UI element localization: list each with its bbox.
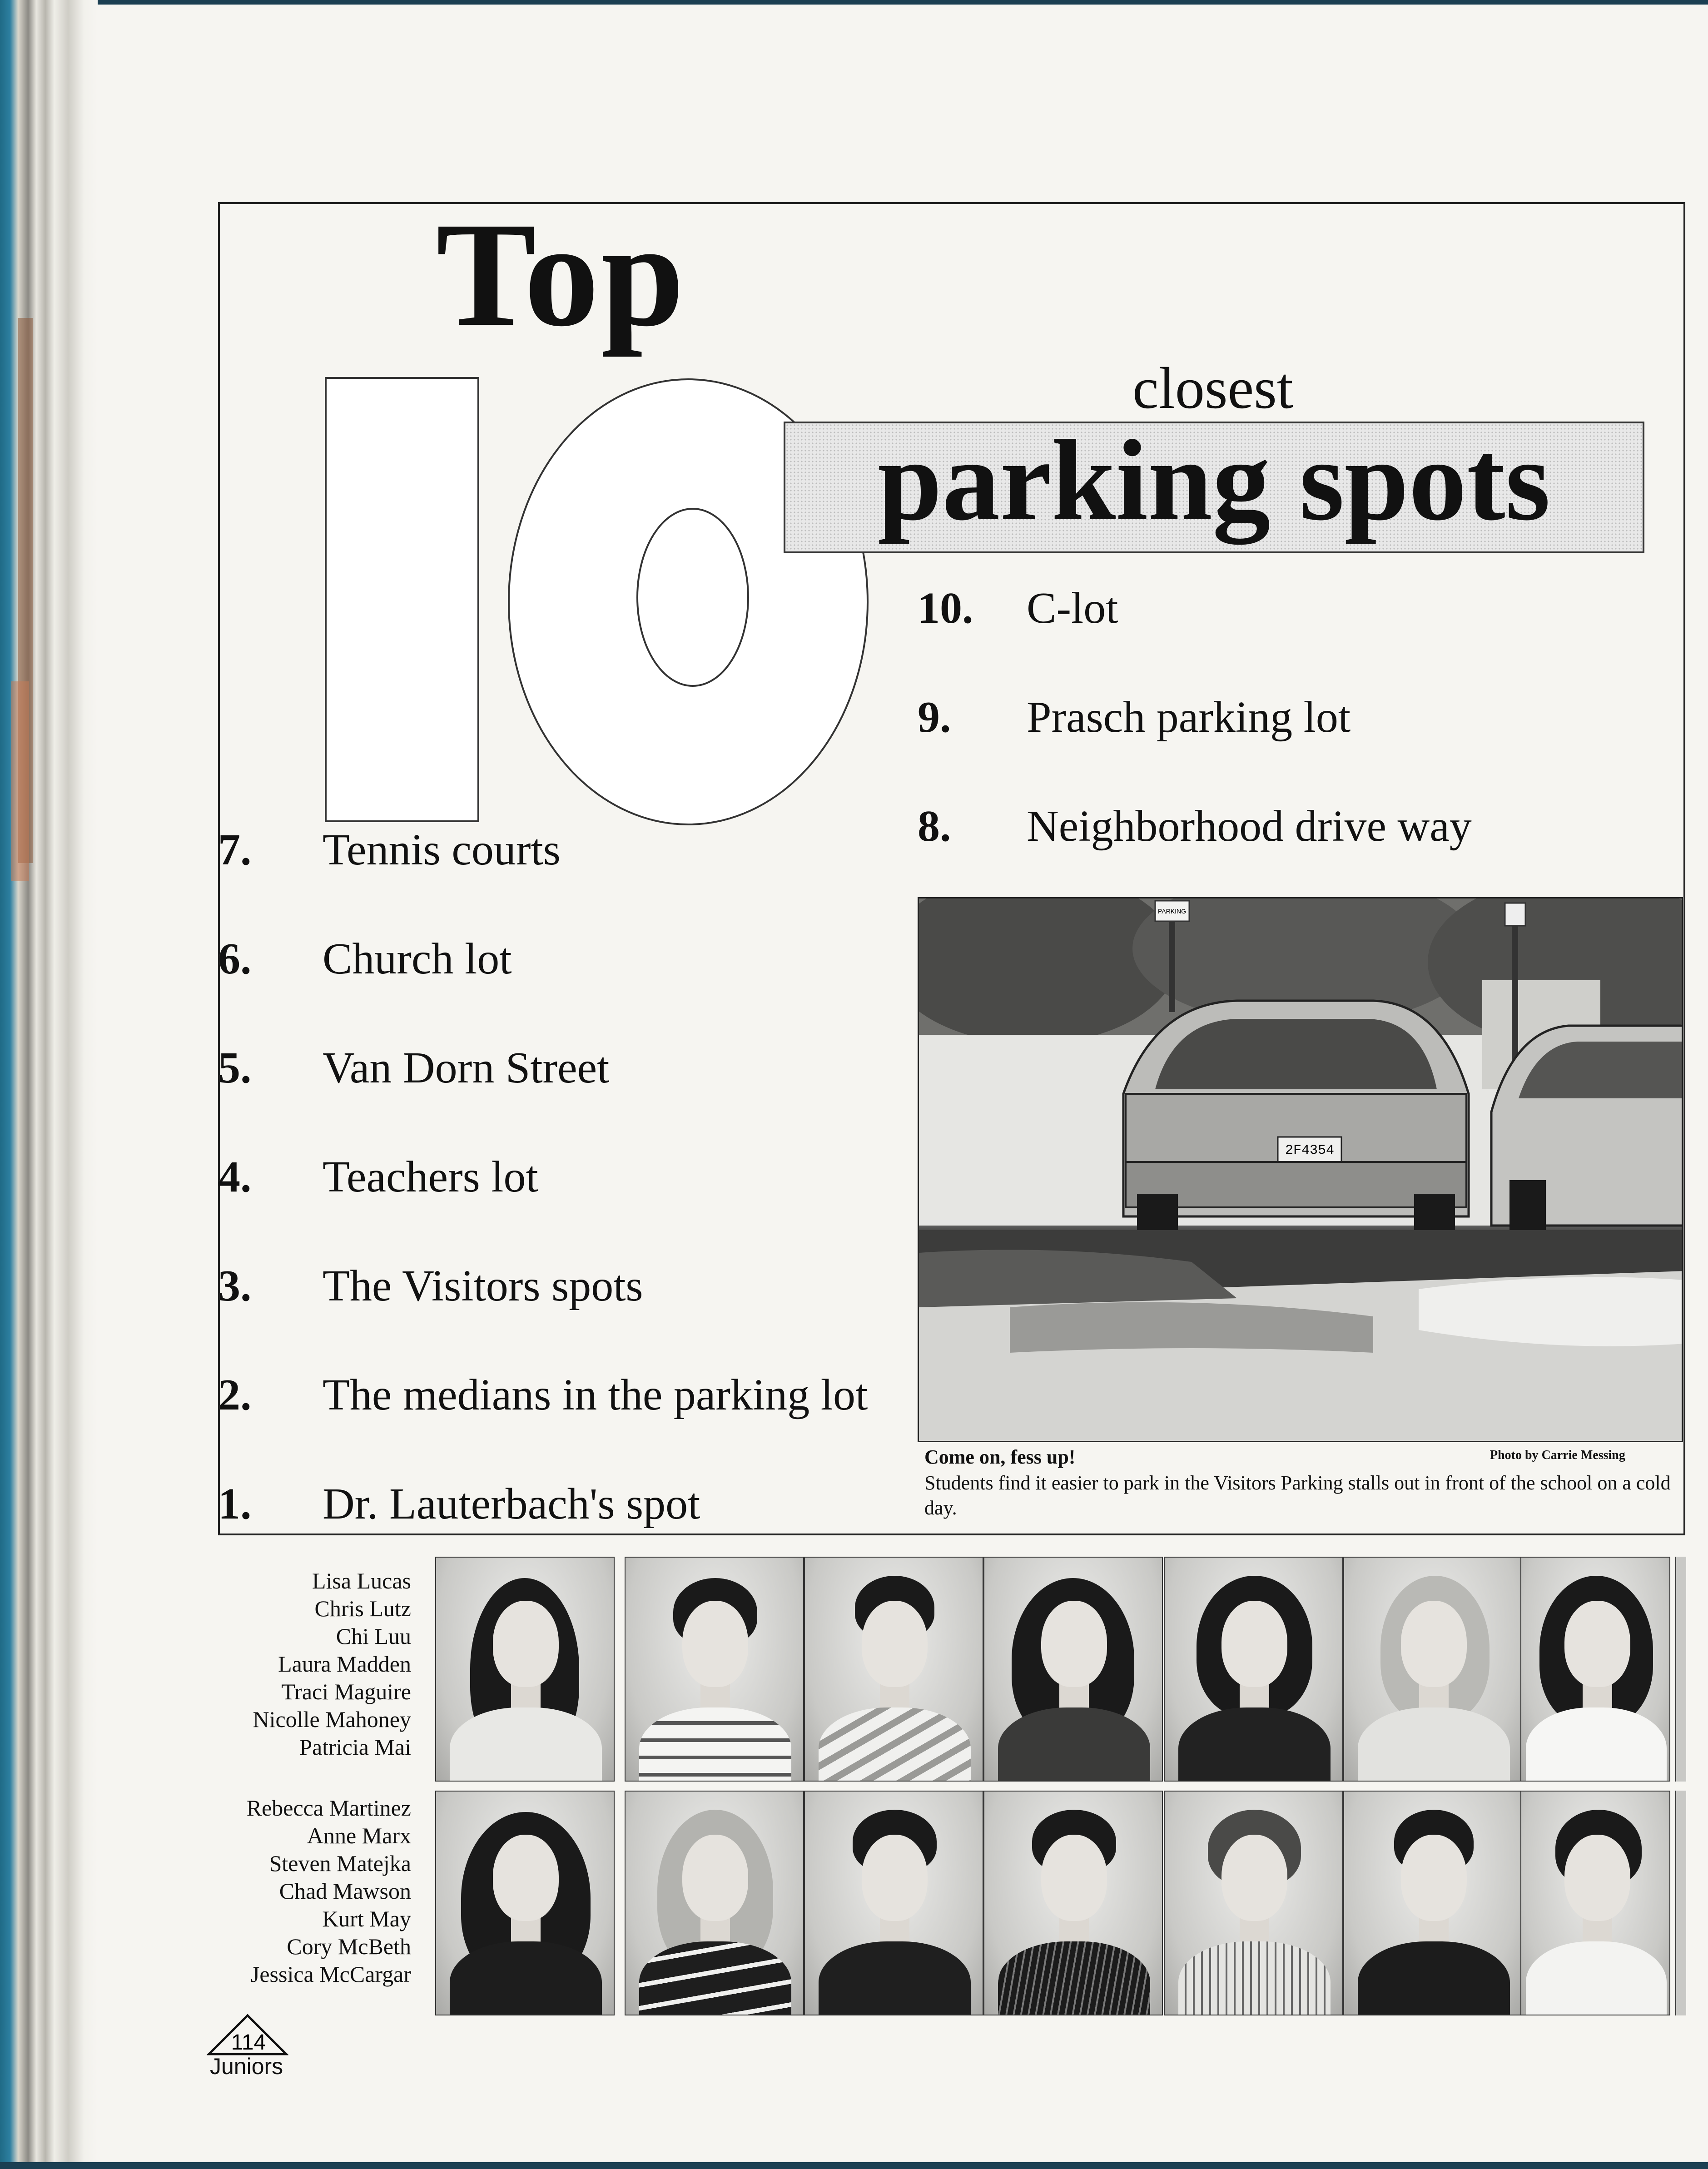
list-item-number: 6. (218, 934, 252, 983)
student-portrait (625, 1791, 804, 2015)
heading-banner (784, 416, 1644, 553)
list-item-text: The medians in the parking lot (323, 1370, 868, 1420)
student-name: Cory McBeth (287, 1934, 411, 1959)
student-portrait (1343, 1791, 1523, 2015)
student-name: Rebecca Martinez (246, 1795, 411, 1821)
list-item-number: 3. (218, 1261, 252, 1310)
student-name: Steven Matejka (269, 1851, 411, 1876)
list-item-number: 4. (218, 1152, 252, 1201)
heading-closest: closest (1132, 356, 1293, 421)
list-item-number: 2. (218, 1370, 252, 1420)
student-portrait (1520, 1557, 1670, 1782)
student-name: Jessica McCargar (250, 1961, 411, 1987)
student-portrait (983, 1557, 1163, 1782)
photo-credit: Photo by Carrie Messing (1490, 1448, 1625, 1462)
student-portrait (435, 1557, 615, 1782)
heading-parking-spots: parking spots (878, 416, 1550, 545)
student-portrait (1164, 1557, 1343, 1782)
student-portrait (435, 1791, 615, 2015)
license-plate-text: 2F4354 (1285, 1143, 1335, 1158)
student-name: Traci Maguire (281, 1679, 411, 1704)
list-item-text: Tennis courts (323, 825, 561, 874)
list-item-text: The Visitors spots (323, 1261, 643, 1310)
portrait-edge (1675, 1791, 1686, 2015)
portrait-names-row-2 (220, 1794, 411, 1988)
student-portrait (1164, 1791, 1343, 2015)
list-item-number: 8. (918, 802, 951, 851)
parking-sign-text: PARKING (1158, 908, 1186, 915)
book-spine (0, 0, 98, 2169)
page-top-edge (0, 0, 1708, 5)
list-item-text: C-lot (1027, 584, 1118, 633)
list-item-text: Prasch parking lot (1027, 693, 1351, 742)
list-item-text: Church lot (323, 934, 512, 983)
page-number: 114 (231, 2030, 266, 2055)
page-number-triangle (207, 2013, 288, 2056)
list-item-number: 1. (218, 1479, 252, 1529)
list-item-text: Neighborhood drive way (1027, 802, 1472, 851)
student-portrait (1343, 1557, 1523, 1782)
list-item-number: 5. (218, 1043, 252, 1092)
student-portrait (804, 1791, 983, 2015)
parking-lot-scene (919, 898, 1683, 1442)
student-portrait (625, 1557, 804, 1782)
student-portrait (804, 1557, 983, 1782)
student-name: Anne Marx (307, 1823, 411, 1848)
list-item-number: 9. (918, 693, 951, 742)
student-name: Chad Mawson (279, 1878, 411, 1904)
parking-lot-photo (918, 897, 1683, 1442)
student-name: Laura Madden (278, 1651, 411, 1677)
list-item-text: Teachers lot (323, 1152, 538, 1201)
list-item-number: 7. (218, 825, 252, 874)
student-name: Chris Lutz (314, 1596, 411, 1621)
student-name: Patricia Mai (299, 1734, 411, 1760)
student-portrait (983, 1791, 1163, 2015)
student-name: Kurt May (322, 1906, 411, 1931)
student-name: Chi Luu (336, 1623, 411, 1649)
page-bottom-edge (0, 2162, 1708, 2169)
student-name: Nicolle Mahoney (253, 1707, 411, 1732)
list-item-text: Van Dorn Street (323, 1043, 610, 1092)
list-item-text: Dr. Lauterbach's spot (323, 1479, 700, 1529)
heading-top: Top (436, 192, 686, 357)
numeral-one-outline (325, 377, 479, 822)
spine-photo-strip-lower (11, 681, 29, 881)
section-label: Juniors (210, 2054, 283, 2079)
photo-caption-body: Students find it easier to park in the Visitors Parking stalls out in front of the school on a cold day. (924, 1472, 1671, 1519)
portrait-edge (1675, 1557, 1686, 1782)
portrait-names-row-1 (220, 1567, 411, 1761)
list-item-number: 10. (918, 584, 973, 633)
photo-caption-title: Come on, fess up! (924, 1446, 1076, 1468)
student-name: Lisa Lucas (312, 1568, 411, 1593)
student-portrait (1520, 1791, 1670, 2015)
